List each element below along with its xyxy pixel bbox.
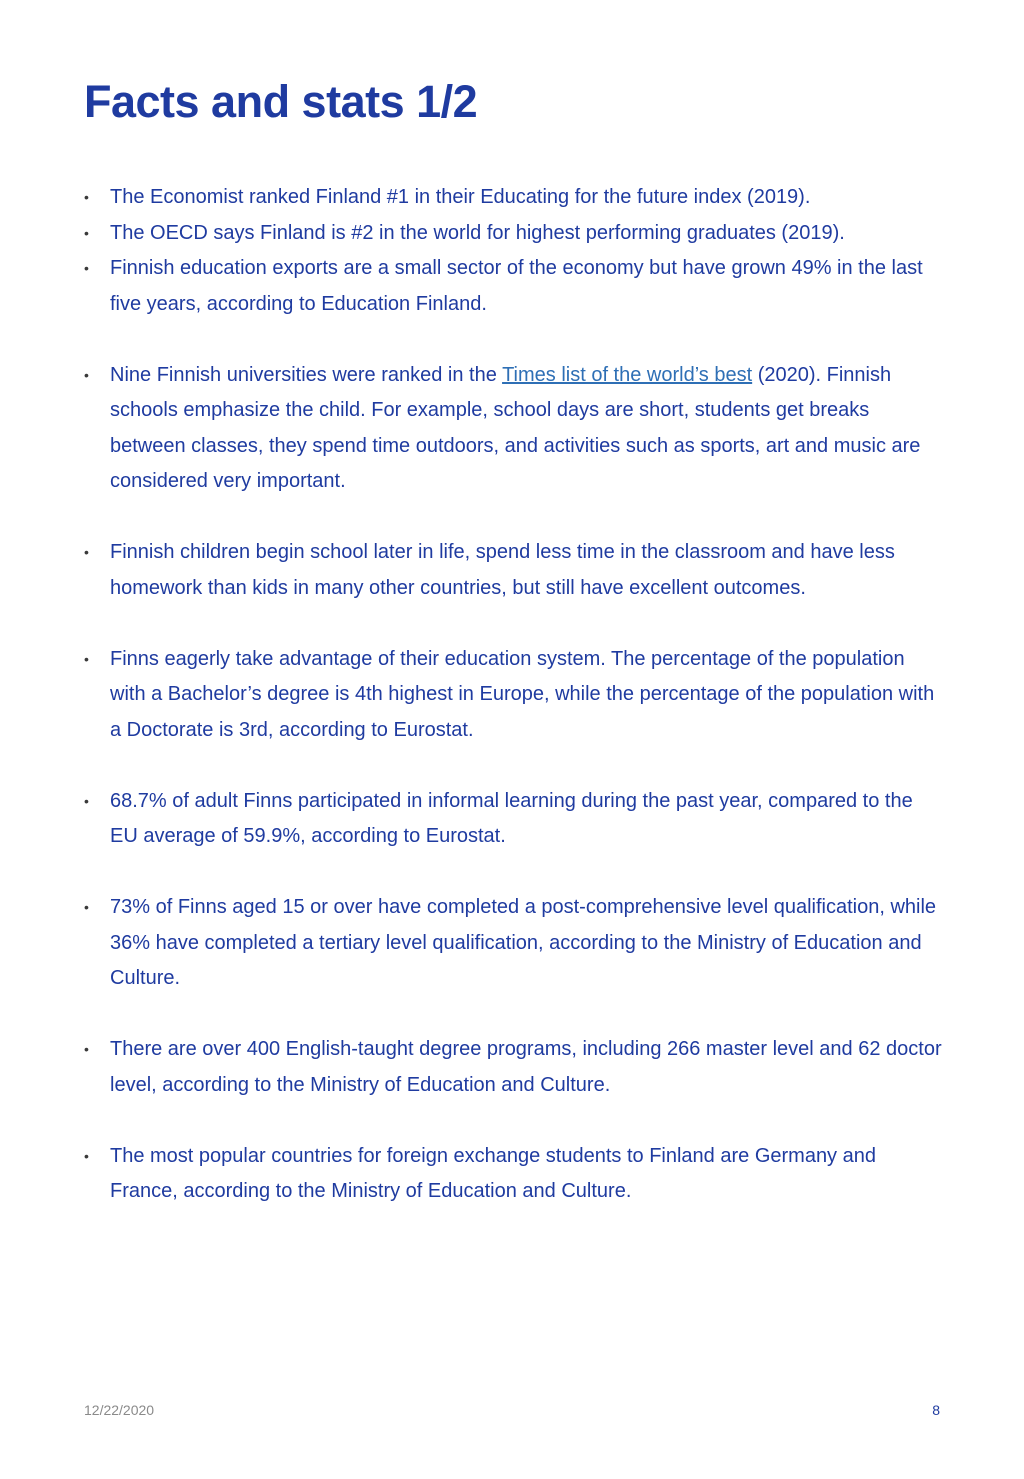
list-item: [84, 642, 944, 749]
bullet-text: 73% of Finns aged 15 or over have completed a post-comprehensive level qualification, while 36% have completed a tertiary level qualification, according to the Ministry of Education and Culture.: [110, 896, 937, 989]
bullet-icon: •: [84, 650, 89, 667]
bullet-text: Finnish education exports are a small sector of the economy but have grown 49% in the last five years, according to Education Finland.: [110, 257, 923, 315]
list-item: [84, 216, 944, 252]
bullet-icon: •: [84, 792, 89, 809]
bullet-text: The most popular countries for foreign exchange students to Finland are Germany and France, according to the Ministry of Education and Culture.: [110, 1144, 876, 1202]
footer-date: 12/22/2020: [84, 1402, 155, 1418]
bullet-text-end: (2020). Finnish schools emphasize the child. For example, school days are short, students get breaks between classes, they spend time outdoors, and activities such as sports, art and music are considered very important.: [110, 363, 921, 492]
bullet-icon: •: [84, 189, 89, 205]
bullet-icon: •: [84, 1147, 89, 1164]
bullet-icon: •: [84, 366, 89, 383]
list-item: [84, 784, 944, 855]
bullet-icon: •: [84, 260, 89, 276]
bullet-icon: •: [84, 1041, 89, 1057]
bullet-text: There are over 400 English-taught degree programs, including 266 master level and 62 doctor level, according to the Ministry of Education and Culture.: [110, 1038, 942, 1096]
bullet-text: Finnish children begin school later in life, spend less time in the classroom and have less homework than kids in many other countries, but still have excellent outcomes.: [110, 541, 895, 599]
bullet-list: [84, 180, 944, 1210]
list-item: [84, 890, 944, 997]
list-item: [84, 535, 944, 606]
list-item: [84, 1139, 944, 1210]
bullet-text-start: Nine Finnish universities were ranked in the: [110, 363, 503, 386]
list-item: [84, 180, 944, 216]
page-title: Facts and stats 1/2: [84, 76, 478, 127]
bullet-text: Finns eagerly take advantage of their education system. The percentage of the population with a Bachelor’s degree is 4th highest in Europe, while the percentage of the population with a Doctorate is 3rd, according to Eurostat.: [110, 647, 935, 741]
list-item: [84, 358, 944, 500]
bullet-icon: •: [84, 224, 89, 241]
bullet-text: The Economist ranked Finland #1 in their Educating for the future index (2019).: [110, 186, 811, 208]
list-item: [84, 1032, 944, 1103]
bullet-text: 68.7% of adult Finns participated in informal learning during the past year, compared to the EU average of 59.9%, according to Eurostat.: [110, 789, 913, 847]
times-list-link[interactable]: Times list of the world’s best: [502, 363, 753, 386]
list-item: [84, 251, 944, 322]
page-number: 8: [932, 1402, 940, 1418]
bullet-text: The OECD says Finland is #2 in the world for highest performing graduates (2019).: [110, 221, 845, 244]
bullet-icon: •: [84, 544, 89, 560]
bullet-icon: •: [84, 899, 89, 915]
